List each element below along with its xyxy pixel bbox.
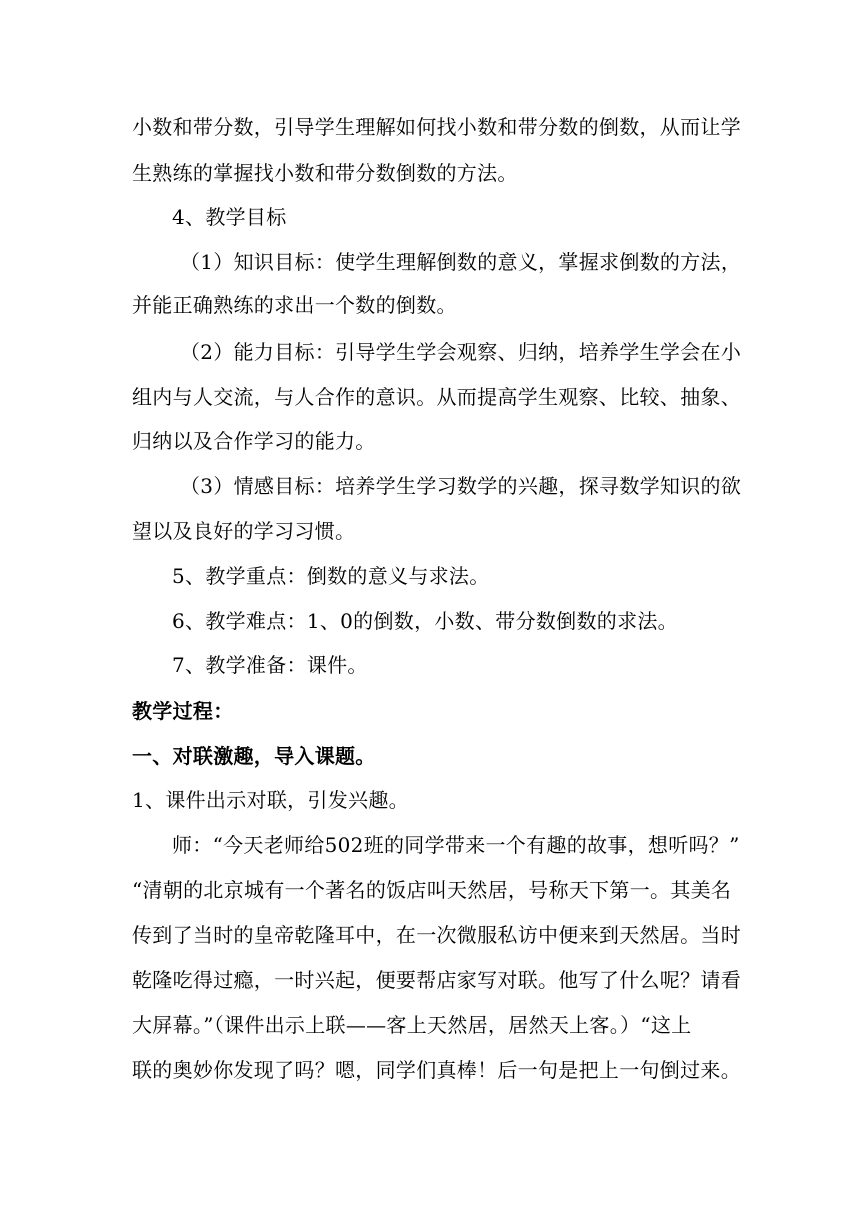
text-line: 生熟练的掌握找小数和带分数倒数的方法。 — [132, 161, 518, 185]
section-heading: 4、教学目标 — [172, 205, 287, 229]
text-line: 小数和带分数，引导学生理解如何找小数和带分数的倒数，从而让学 — [132, 115, 741, 139]
section-heading: 教学过程： — [132, 699, 234, 723]
text-line: 7、教学准备：课件。 — [172, 653, 368, 677]
text-line: 5、教学重点：倒数的意义与求法。 — [172, 564, 490, 588]
text-line: 并能正确熟练的求出一个数的倒数。 — [132, 293, 457, 317]
text-line: 望以及良好的学习习惯。 — [132, 519, 356, 543]
text-line: 联的奥妙你发现了吗？嗯，同学们真棒！后一句是把上一句倒过来。 — [132, 1058, 741, 1082]
text-line: 组内与人交流，与人合作的意识。从而提高学生观察、比较、抽象、 — [132, 385, 741, 409]
text-line: 6、教学难点：1、0的倒数，小数、带分数倒数的求法。 — [172, 609, 678, 633]
text-line: 师：“今天老师给502班的同学带来一个有趣的故事，想听吗？” — [172, 833, 740, 857]
text-line: “清朝的北京城有一个著名的饭店叫天然居，号称天下第一。其美名 — [132, 878, 732, 902]
text-line: （1）知识目标：使学生理解倒数的意义，掌握求倒数的方法， — [180, 250, 742, 274]
text-line: 1、课件出示对联，引发兴趣。 — [132, 788, 409, 812]
text-line: 乾隆吃得过瘾，一时兴起，便要帮店家写对联。他写了什么呢？请看 — [132, 968, 741, 992]
text-line: 归纳以及合作学习的能力。 — [132, 429, 376, 453]
section-heading: 一、对联激趣，导入课题。 — [132, 744, 376, 768]
text-line: 传到了当时的皇帝乾隆耳中，在一次微服私访中便来到天然居。当时 — [132, 923, 741, 947]
text-line: （2）能力目标：引导学生学会观察、归纳，培养学生学会在小 — [180, 340, 742, 364]
text-line: 大屏幕。”（课件出示上联——客上天然居，居然天上客。）“这上 — [132, 1013, 692, 1037]
text-line: （3）情感目标：培养学生学习数学的兴趣，探寻数学知识的欲 — [180, 474, 742, 498]
